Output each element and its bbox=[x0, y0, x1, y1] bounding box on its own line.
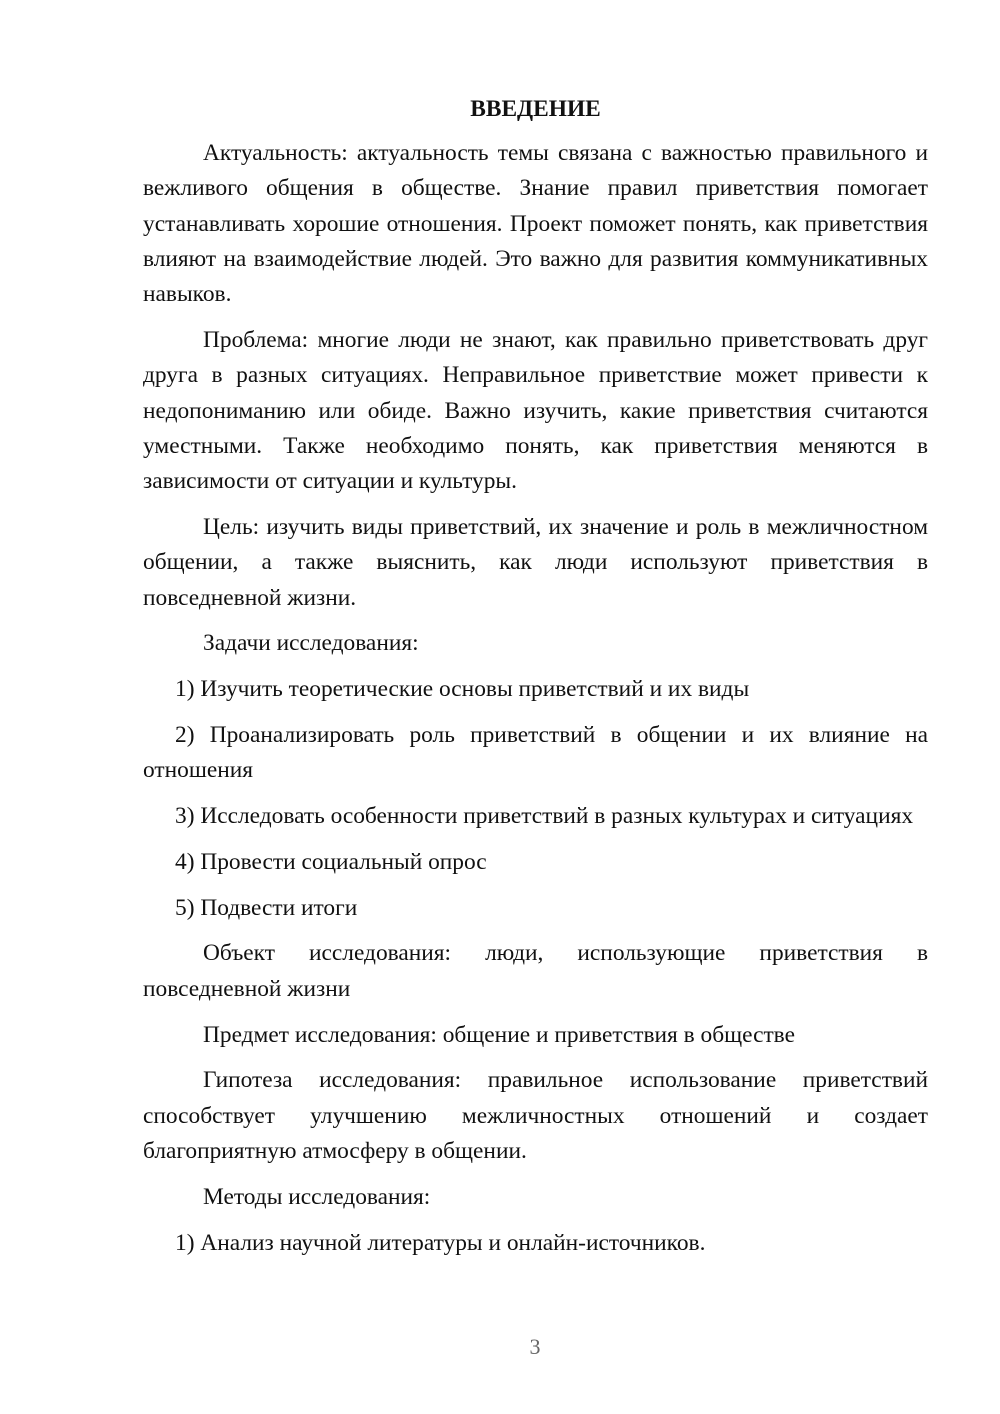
task-item-5: 5) Подвести итоги bbox=[175, 894, 358, 921]
method-item-1: 1) Анализ научной литературы и онлайн-источников. bbox=[175, 1229, 706, 1256]
task-item-3: 3) Исследовать особенности приветствий в разных культурах и ситуациях bbox=[175, 803, 914, 830]
page-title: ВВЕДЕНИЕ bbox=[470, 96, 601, 122]
task-item-2: 2) Проанализировать роль приветствий в общении и их влияние на отношения bbox=[143, 721, 928, 784]
methods-heading: Методы исследования: bbox=[203, 1183, 431, 1210]
page-content bbox=[143, 92, 928, 1271]
tasks-heading: Задачи исследования: bbox=[203, 630, 419, 657]
page-number: 3 bbox=[529, 1334, 541, 1359]
goal-paragraph: Цель: изучить виды приветствий, их значение и роль в межличностном общении, а также выяснить, как люди используют приветствия в повседневной жизни. bbox=[143, 513, 928, 611]
relevance-paragraph: Актуальность: актуальность темы связана с важностью правильного и вежливого общения в обществе. Знание правил приветствия помогает устанавливать хорошие отношения. Проект поможет понять, как приветствия влияют на взаимодействие людей. Это важно для развития коммуникативных навыков. bbox=[143, 140, 928, 308]
hypothesis-paragraph: Гипотеза исследования: правильное использование приветствий способствует улучшению межличностных отношений и создает благоприятную атмосферу в общении. bbox=[143, 1067, 928, 1164]
task-item-4: 4) Провести социальный опрос bbox=[175, 848, 487, 875]
subject-paragraph: Предмет исследования: общение и приветствия в обществе bbox=[203, 1021, 795, 1048]
task-item-1: 1) Изучить теоретические основы приветствий и их виды bbox=[175, 676, 750, 703]
object-paragraph: Объект исследования: люди, использующие приветствия в повседневной жизни bbox=[143, 940, 928, 1002]
problem-paragraph: Проблема: многие люди не знают, как правильно приветствовать друг друга в разных ситуациях. Неправильное приветствие может привести к недопониманию или обиде. Важно изучить, какие приветствия считаются уместными. Также необходимо понять, как приветствия меняются в зависимости от ситуации и культуры. bbox=[143, 326, 928, 495]
